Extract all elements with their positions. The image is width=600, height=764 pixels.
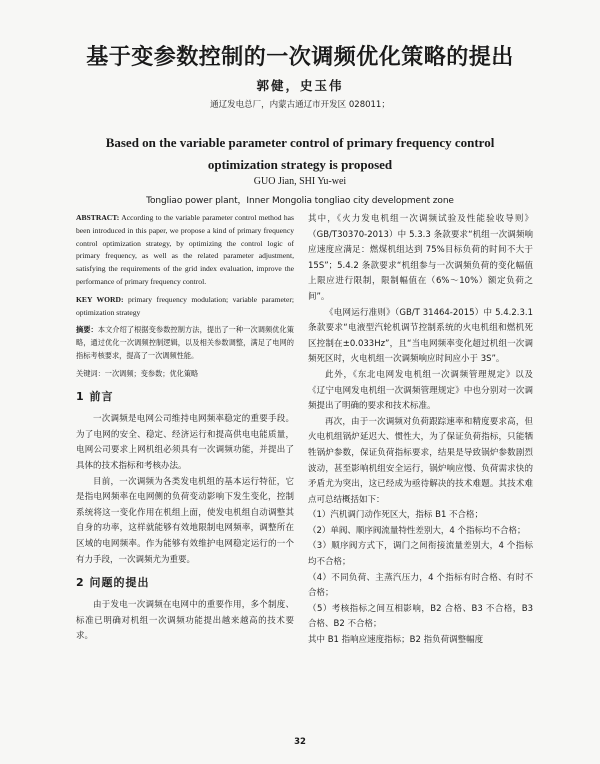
right-paragraph-4: 再次，由于一次调频对负荷跟踪速率和精度要求高，但火电机组锅炉延迟大、惯性大，为了保证负荷指标，只能牺牲锅炉参数，保证负荷指标要求，结果是导致锅炉参数剧烈波动，甚至影响机组安全运行，锅炉响应慢、负荷需求快的矛盾尤为突出，这已经成为亟待解决的技术难题。其技术难点可总结概括如下： — [308, 416, 533, 505]
right-paragraph-2: 《电网运行准则》（GB/T 31464-2015）中 5.4.2.3.1 条款要求“电液型汽轮机调节控制系统的火电机组和燃机死区控制在±0.033Hz”，且“当电网频率变化超过机组一次调频死区时，火电机组一次调频响应时间应小于 3S”。 — [308, 307, 533, 365]
authors-cn: 郭健，史玉伟 — [256, 78, 344, 93]
section-1-paragraph-1: 一次调频是电网公司维持电网频率稳定的重要手段。为了电网的安全、稳定、经济运行和提高供电电能质量，电网公司要求上网机组必须具有一次调频功能，并提出了具体的技术指标和考核办法。 — [76, 414, 294, 471]
list-item-2: （2）单阀、顺序阀流量特性差别大，4 个指标均不合格； — [308, 525, 526, 536]
keywords-en-text: primary frequency modulation; variable parameter; optimization strategy — [76, 294, 295, 317]
abstract-en-text: According to the variable parameter control method has been introduced in this paper, we propose a kind of primary frequency control optimization strategy, by optimizing the control logic of primary frequency, as well as the related parameter adjustment, satisfying the requirements of the grid index evaluation, improve the performance of primary frequency control. — [76, 213, 294, 286]
list-item-5: （5）考核指标之间互相影响，B2 合格、B3 不合格，B3 合格、B2 不合格； — [308, 603, 533, 630]
right-column — [308, 212, 533, 649]
keywords-en-label: KEY WORD: — [76, 294, 124, 304]
paper-title-cn: 基于变参数控制的一次调频优化策略的提出 — [86, 45, 514, 70]
keywords-cn — [76, 368, 294, 380]
affiliation-en: Tongliao power plant，Inner Mongolia tongliao city development zone — [146, 196, 454, 206]
section-1-paragraph-2: 目前，一次调频为各类发电机组的基本运行特征，它是指电网频率在电网侧的负荷变动影响下发生变化，控制系统将这一变化作用在机组上面，使发电机组自动调整其自身的功率，这样就能够有效地限制电网频率，调整所在区域的电网频率。作为能够有效维护电网稳定运行的一个有力手段，一次调频尤为重要。 — [76, 476, 294, 565]
affiliation-cn: 通辽发电总厂，内蒙古通辽市开发区 028011； — [210, 100, 390, 110]
right-paragraph-3: 此外，《东北电网发电机组一次调频管理规定》以及《辽宁电网发电机组一次调频管理规定》中也分别对一次调频提出了明确的要求和技术标准。 — [308, 369, 533, 412]
authors-en: GUO Jian, SHI Yu-wei — [253, 176, 347, 187]
right-paragraph-1: 其中，《火力发电机组一次调频试验及性能验收导则》（GB/T30370-2013）中 5.3.3 条款要求“机组一次调频响应速度应满足：燃煤机组达到 75%目标负荷的时间不大于 15S”；5.4.2 条款要求“机组参与一次调频负荷的变化幅值上限应进行限制，限制幅值在（6%～10%）额定负荷之间”。 — [308, 214, 533, 302]
title-en-line2: optimization strategy is proposed — [207, 157, 393, 172]
abstract-en — [76, 212, 294, 289]
section-2-paragraph-1: 由于发电一次调频在电网中的重要作用，多个制度、标准已明确对机组一次调频功能提出越来越高的技术要求。 — [76, 600, 294, 642]
abstract-cn — [76, 324, 294, 362]
list-item-6: 其中 B1 指响应速度指标；B2 指负荷调整幅度 — [308, 635, 484, 646]
keywords-cn-label: 关键词： — [76, 369, 105, 379]
section-2-heading: 2 问题的提出 — [76, 576, 150, 590]
list-item-1: （1）汽机调门动作死区大，指标 B1 不合格； — [308, 510, 484, 521]
title-en-line1: Based on the variable parameter control of primary frequency control — [105, 135, 495, 150]
keywords-cn-text: 一次调频；变参数；优化策略 — [104, 369, 199, 379]
abstract-cn-label: 摘要： — [76, 325, 98, 335]
keywords-en — [76, 294, 294, 320]
abstract-cn-text: 本文介绍了根据变参数控制方法，提出了一种一次调频优化策略，通过优化一次调频控制逻辑，以及相关参数调整，满足了电网的指标考核要求，提高了一次调频性能。 — [76, 325, 294, 360]
left-column — [76, 212, 294, 645]
section-1-heading: 1 前言 — [76, 390, 114, 404]
page-number: 32 — [294, 737, 306, 747]
abstract-en-label: ABSTRACT: — [76, 213, 120, 222]
list-item-4: （4）不同负荷、主蒸汽压力，4 个指标有时合格、有时不合格； — [308, 572, 533, 599]
paper-title-en — [60, 132, 540, 176]
list-item-3: （3）顺序阀方式下，调门之间衔接流量差别大，4 个指标均不合格； — [308, 541, 533, 568]
